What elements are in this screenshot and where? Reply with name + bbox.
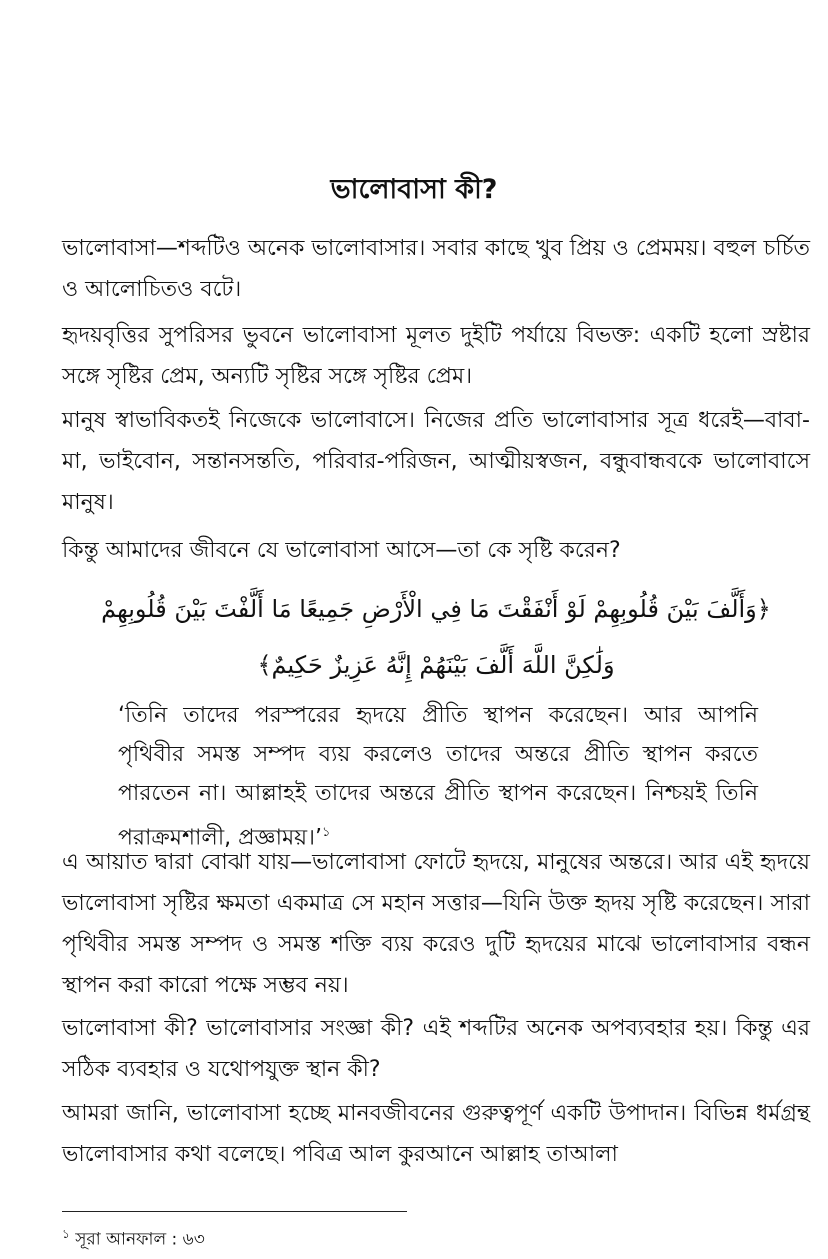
footnote-divider (62, 1211, 407, 1212)
verse-translation (118, 696, 758, 857)
paragraph-explanation: এ আয়াত দ্বারা বোঝা যায়—ভালোবাসা ফোটে হৃদয়ে, মানুষের অন্তরে। আর এই হৃদয়ে ভালোবাসা সৃষ্টির ক্ষমতা একমাত্র সে মহান সত্তার—যিনি উক্ত হৃদয় সৃষ্টি করেছেন। সারা পৃথিবীর সমস্ত সম্পদ ও সমস্ত শক্তি ব্যয় করেও দুটি হৃদয়ের মাঝে ভালোবাসার বন্ধন স্থাপন করা কারো পক্ষে সম্ভব নয়। (62, 850, 810, 998)
quran-verse-line-1: ﴿وَأَلَّفَ بَيْنَ قُلُوبِهِمْ لَوْ أَنْفَقْتَ مَا فِي الْأَرْضِ جَمِيعًا مَا أَلَّفْتَ بَيْنَ قُلُوبِهِمْ (101, 595, 771, 623)
footnote-text: সূরা আনফাল : ৬৩ (75, 1229, 205, 1250)
footnote-marker: ১ (62, 1227, 70, 1241)
chapter-title: ভালোবাসা কী? (330, 174, 498, 205)
paragraph-definition: ভালোবাসা কী? ভালোবাসার সংজ্ঞা কী? এই শব্দটির অনেক অপব্যবহার হয়। কিন্তু এর সঠিক ব্যবহার ও যথোপযুক্ত স্থান কী? (62, 1016, 810, 1082)
footnote (62, 1222, 205, 1252)
quran-verse-line-2: وَلَٰكِنَّ اللَّهَ أَلَّفَ بَيْنَهُمْ إِنَّهُ عَزِيزٌ حَكِيمٌ﴾ (257, 651, 615, 679)
paragraph-question: কিন্তু আমাদের জীবনে যে ভালোবাসা আসে—তা কে সৃষ্টি করেন? (62, 538, 621, 563)
footnote-ref: ১ (322, 825, 331, 840)
paragraph-importance: আমরা জানি, ভালোবাসা হচ্ছে মানবজীবনের গুরুত্বপূর্ণ একটি উপাদান। বিভিন্ন ধর্মগ্রন্থ ভালোবাসার কথা বলেছে। পবিত্র আল কুরআনে আল্লাহ তাআলা (62, 1101, 810, 1167)
paragraph-intro: ভালোবাসা—শব্দটিও অনেক ভালোবাসার। সবার কাছে খুব প্রিয় ও প্রেমময়। বহুল চর্চিত ও আলোচিতও বটে। (62, 236, 810, 302)
paragraph-self-love: মানুষ স্বাভাবিকতই নিজেকে ভালোবাসে। নিজের প্রতি ভালোবাসার সূত্র ধরেই—বাবা-মা, ভাইবোন, সন্তানসন্ততি, পরিবার-পরিজন, আত্মীয়স্বজন, বন্ধুবান্ধবকে ভালোবাসে মানুষ। (62, 408, 810, 515)
translation-text: ‘তিনি তাদের পরস্পরের হৃদয়ে প্রীতি স্থাপন করেছেন। আর আপনি পৃথিবীর সমস্ত সম্পদ ব্যয় করলেও তাদের অন্তরে প্রীতি স্থাপন করতে পারতেন না। আল্লাহই তাদের অন্তরে প্রীতি স্থাপন করেছেন। নিশ্চয়ই তিনি পরাক্রমশালী, প্রজ্ঞাময়।’ (118, 703, 758, 851)
paragraph-categories: হৃদয়বৃত্তির সুপরিসর ভুবনে ভালোবাসা মূলত দুইটি পর্যায়ে বিভক্ত: একটি হলো স্রষ্টার সঙ্গে সৃষ্টির প্রেম, অন্যটি সৃষ্টির সঙ্গে সৃষ্টির প্রেম। (62, 323, 810, 389)
